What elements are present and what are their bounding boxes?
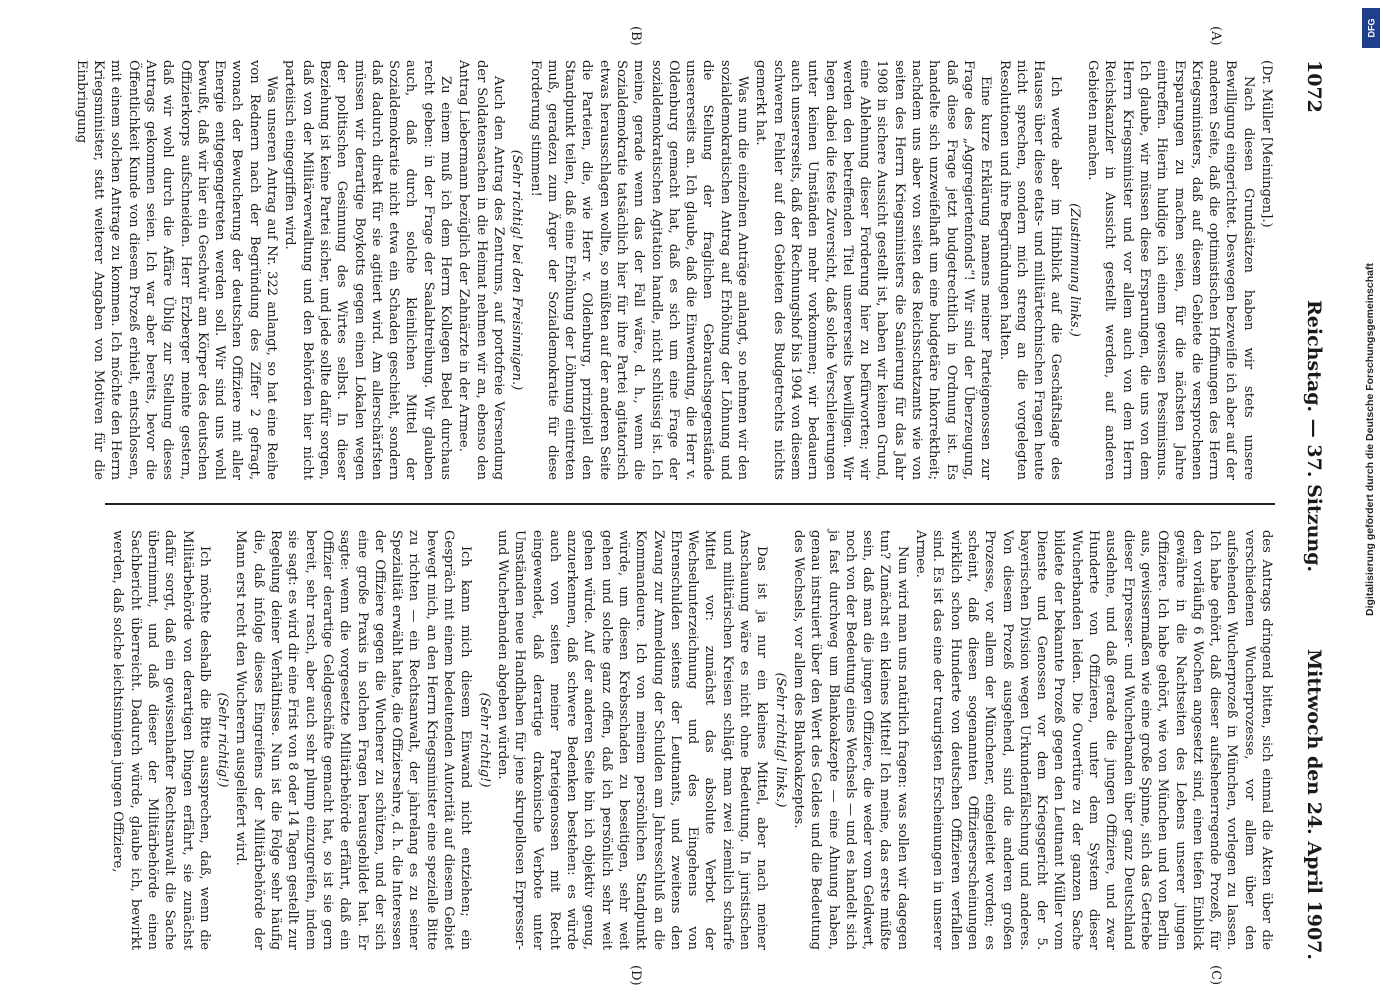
interjection: (Zustimmung links.) [1066, 203, 1082, 337]
page-header [1295, 60, 1325, 960]
paragraph: Zu einem muß ich dem Herrn Kollegen Bebel durchaus recht geben: in der Frage der Saalabtreibung. Wir glauben auch, daß durch solche kleinlichen Mittel der Sozialdemokratie nicht etwa ein Schaden geschieht, sondern daß dadurch direkt für sie agitiert wird. Am allerschärfsten müssen wir derartige Boykotts gegen einen Lokalen wegen der politischen Gesinnung des Wirtes selbst. In dieser Beziehung ist keine Partei sicher, und jede sollte dafür sorgen, daß von der Militärverwaltung und den Behörden hier nicht parteiisch eingegriffen wird. [282, 60, 454, 480]
interjection: (Sehr richtig!) [476, 692, 492, 788]
paragraph: Ich möchte deshalb die Bitte aussprechen, daß, wenn die Militärbehörde von derartigen Dingen erfährt, sie zunächst dafür sorgt, daß ein gewissenhafter Rechtsanwalt die Sache übernimmt, und daß dieser der Militärbehörde einen Sachbericht überreicht. Dadurch würde, glaube ich, bewirkt werden, daß solche leichtsinnigen jungen Offiziere, [110, 530, 212, 950]
column-divider [105, 503, 1275, 505]
interjection: (Sehr richtig!) [215, 692, 231, 788]
margin-marker-b: (B) [628, 26, 643, 46]
margin-marker-c: (C) [1208, 965, 1223, 986]
paragraph: Nun wird man uns natürlich fragen: was sollen wir dagegen tun? Zunächst ein kleines Mittel! Ich meine, das erste müßte sein, daß man die jungen Offiziere, die weder vom Geldwert, noch von der Bedeutung eines Wechsels — und es handelt sich ja fast durchweg um Blankoakzepte — eine Ahnung haben, genau instruiert über den Wert des Geldes und die Bedeutung des Wechsels, vor allem des Blankoakzeptes. [790, 530, 910, 950]
funding-note: Digitalisierung gefördert durch die Deutsche Forschungsgemeinschaft [1364, 263, 1376, 616]
left-column [73, 60, 1275, 480]
paragraph: Das ist ja nur ein kleines Mittel, aber nach meiner Anschauung wäre es nicht ohne Bedeutung. In juristischen und militärischen Kreisen schlägt man zwei ziemlich scharfe Mittel vor: zunächst das absolute Verbot der Wechselunterzeichnung und des Eingehens von Ehrenschulden seitens der Leutnants, und zweitens den Zwang zur Anmeldung der Schulden am Jahresschluß an die Kommandeure. Ich von meinem persönlichen Standpunkt würde, um diesen Krebsschaden zu beseitigen, sehr weit gehen und solche ganz offen, daß ich persönlich sehr weit gehen würde. Auf der anderen Seite bin ich objektiv genug, anzuerkennen, daß schwere Bedenken bestehen: es würde auch von seiten meiner Parteigenossen mit Recht eingewendet, daß derartige drakonische Verbote unter Umständen neue Handhaben für jene skrupellosen Erpresser- und Wucherbanden abgeben würden. [494, 530, 770, 950]
header-left-title: Reichstag. — 37. Sitzung. [1303, 300, 1325, 573]
paragraph: Eine kurze Erklärung namens meiner Parteigenossen zur Frage des „Aggregiertenfonds“! Wir sind der Überzeugung, daß diese Frage jetzt budgetrechtlich in Ordnung ist. Es handelte sich unzweifelhaft um eine budgetäre Inkorrektheit; nachdem uns aber von seiten des Reichsschatzamts wie von seiten des Herrn Kriegsministers die Sanierung für das Jahr 1908 in sichere Aussicht gestellt ist, haben wir keinen Grund, eine Ablehnung dieser Forderung hier zu befürworten; wir werden den betreffenden Titel unsererseits bewilligen. Wir hegen dabei die feste Zuversicht, daß solche Verschleierungen unter keinen Umständen mehr vorkommen; wir bedauern auch unsererseits, daß der Rechnungshof bis 1904 von diesem schweren Fehler auf den Gebieten des Budgetrechts nichts gemerkt hat. [753, 60, 994, 480]
paragraph: Auch den Antrag des Zentrums, auf portofreie Versendung der Soldatensachen in die Heimat nehmen wir an, ebenso den Antrag Liebermann bezüglich der Zahnärzte in der Armee. [456, 60, 506, 480]
page-content [53, 26, 1343, 986]
paragraph: Ich werde aber im Hinblick auf die Geschäftslage des Hauses über diese etats- und militärtechnischen Fragen heute nicht sprechen, sondern mich streng an die vorgelegten Resolutionen und ihre Begründungen halten. [996, 60, 1064, 480]
paragraph: Ich kann mich diesem Einwand nicht entziehen; ein Gespräch mit einem bedeutenden Autorität auf diesem Gebiet bewegt mich, an den Herrn Kriegsminister eine spezielle Bitte zu richten — ein Rechtsanwalt, der jahrelang es zu seiner Spezialität erwählt hatte, die Offiziersehre, d. h. die Interessen der Offiziere gegen die Wucherer zu schützen, und der sich eine große Praxis in solchen Fragen herausgebildet hat. Er sagte: wenn die vorgesetzte Militärbehörde erfährt, daß ein Offizier derartige Geldgeschäfte gemacht hat, so ist sie gern bereit, sehr rasch, aber auch sehr plump einzugreifen, indem sie sagt: es wird dir eine Frist von 8 oder 14 Tagen gestellt zur Regelung deiner Verhältnisse. Nun ist die Folge sehr häufig die, daß infolge dieses Eingreifens der Militärbehörde der Mann erst recht den Wucherern ausgeliefert wird. [233, 530, 474, 950]
paragraph: Was unseren Antrag auf Nr. 322 anlangt, so hat eine Reihe von Rednern nach der Begründung des Ziffer 2 gefragt, wonach der Bewucherung der deutschen Offiziere mit aller Energie entgegengetreten werden soll. Wir sind uns wohl bewußt, daß wir hier ein Geschwür am Körper des deutschen Offizierkorps aufschneiden. Herr Erzberger meinte gestern, daß wir wohl durch die Affäre Üblig zur Stellung dieses Antrags gekommen seien. Ich war aber bereits, bevor die Öffentlichkeit Kunde von diesem Prozeß erhielt, entschlossen, mit einem solchen Antrage zu kommen. Ich möchte den Herrn Kriegsminister, statt weiterer Angaben von Motiven für die Einbringung [73, 60, 280, 480]
margin-marker-a: (A) [1208, 26, 1223, 46]
interjection: (Sehr richtig! bei den Freisinnigen.) [509, 149, 525, 391]
margin-marker-d: (D) [628, 965, 643, 986]
dfg-logo [1362, 8, 1380, 48]
paragraph: Nach diesen Grundsätzen haben wir stets unsere Bewilligung eingerichtet. Deswegen bezweifle ich aber auf der anderen Seite, daß die optimistischen Hoffnungen des Herrn Kriegsministers, daß auf diesem Gebiete die versprochenen Ersparungen zu machen seien, für die nächsten Jahre eintreffen. Hierin huldige ich einem gewissen Pessimismus. Ich glaube, wir müssen diese Ersparungen, die uns von dem Herrn Kriegsminister und vor allem auch von dem Herrn Reichskanzler in Aussicht gestellt werden, auf anderen Gebieten machen. [1085, 60, 1256, 480]
right-column [105, 530, 1275, 950]
interjection: (Sehr richtig! links.) [772, 672, 788, 808]
dfg-logo-text: DFG [1366, 18, 1376, 38]
paragraph: Was nun die einzelnen Anträge anlangt, so nehmen wir den sozialdemokratischen Antrag auf Erhöhung der Löhnung und die Stellung der fraglichen Gebrauchsgegenstände unsererseits an. Ich glaube, daß die Einwendung, die Herr v. Oldenburg gemacht hat, daß es sich um eine Frage der sozialdemokratischen Agitation handle, nicht schlüssig ist. Ich meine, gerade wenn das der Fall wäre, d. h., wenn die Sozialdemokratie tatsächlich hier für ihre Partei agitatorisch etwas herausschlagen wollte, so müßten auf der anderen Seite die Parteien, die, wie Herr v. Oldenburg, prinzipiell den Standpunkt teilen, daß eine Erhöhung der Löhnung eintreten muß, geradezu zum Ärger der Sozialdemokratie für diese Forderung stimmen! [527, 60, 751, 480]
paragraph: des Antrags dringend bitten, sich einmal die Akten über die verschiedenen Wucherprozesse, vor allem über den aufsehenden Wucherprozeß in München, vorlegen zu lassen. Ich habe gehört, daß dieser aufsehenerregende Prozeß, für den vorläufig 6 Wochen angesetzt sind, einen tiefen Einblick gewähre in die Nachtseiten des Lebens unserer jungen Offiziere. Ich habe gehört, wie von München und von Berlin aus, gewissermaßen wie eine große Spinne, sich das Getriebe dieser Erpresser- und Wucherbanden über ganz Deutschland ausdehne, und daß gerade die jungen Offiziere, und zwar Hunderte von Offizieren, unter dem System dieser Wucherbanden leiden. Die Ouvertüre zu der ganzen Sache bildete der bekannte Prozeß gegen den Leutnant Müller vom Dienste und Genossen vor dem Kriegsgericht der 5. bayerischen Division wegen Urkundenfälschung und anderes. Von diesem Prozeß ausgehend, sind die anderen großen Prozesse, vor allem der Münchener, eingeleitet worden; es scheint, daß diesen sogenannten Offizierserscheinungen wirklich schon Hunderte von deutschen Offizieren verfallen sind. Es ist das eine der traurigsten Erscheinungen in unserer Armee. [913, 530, 1274, 950]
speaker-line: (Dr. Müller [Meiningen].) [1259, 60, 1274, 228]
page-number: 1072 [1303, 60, 1325, 113]
header-right-title: Mittwoch den 24. April 1907. [1303, 649, 1325, 960]
